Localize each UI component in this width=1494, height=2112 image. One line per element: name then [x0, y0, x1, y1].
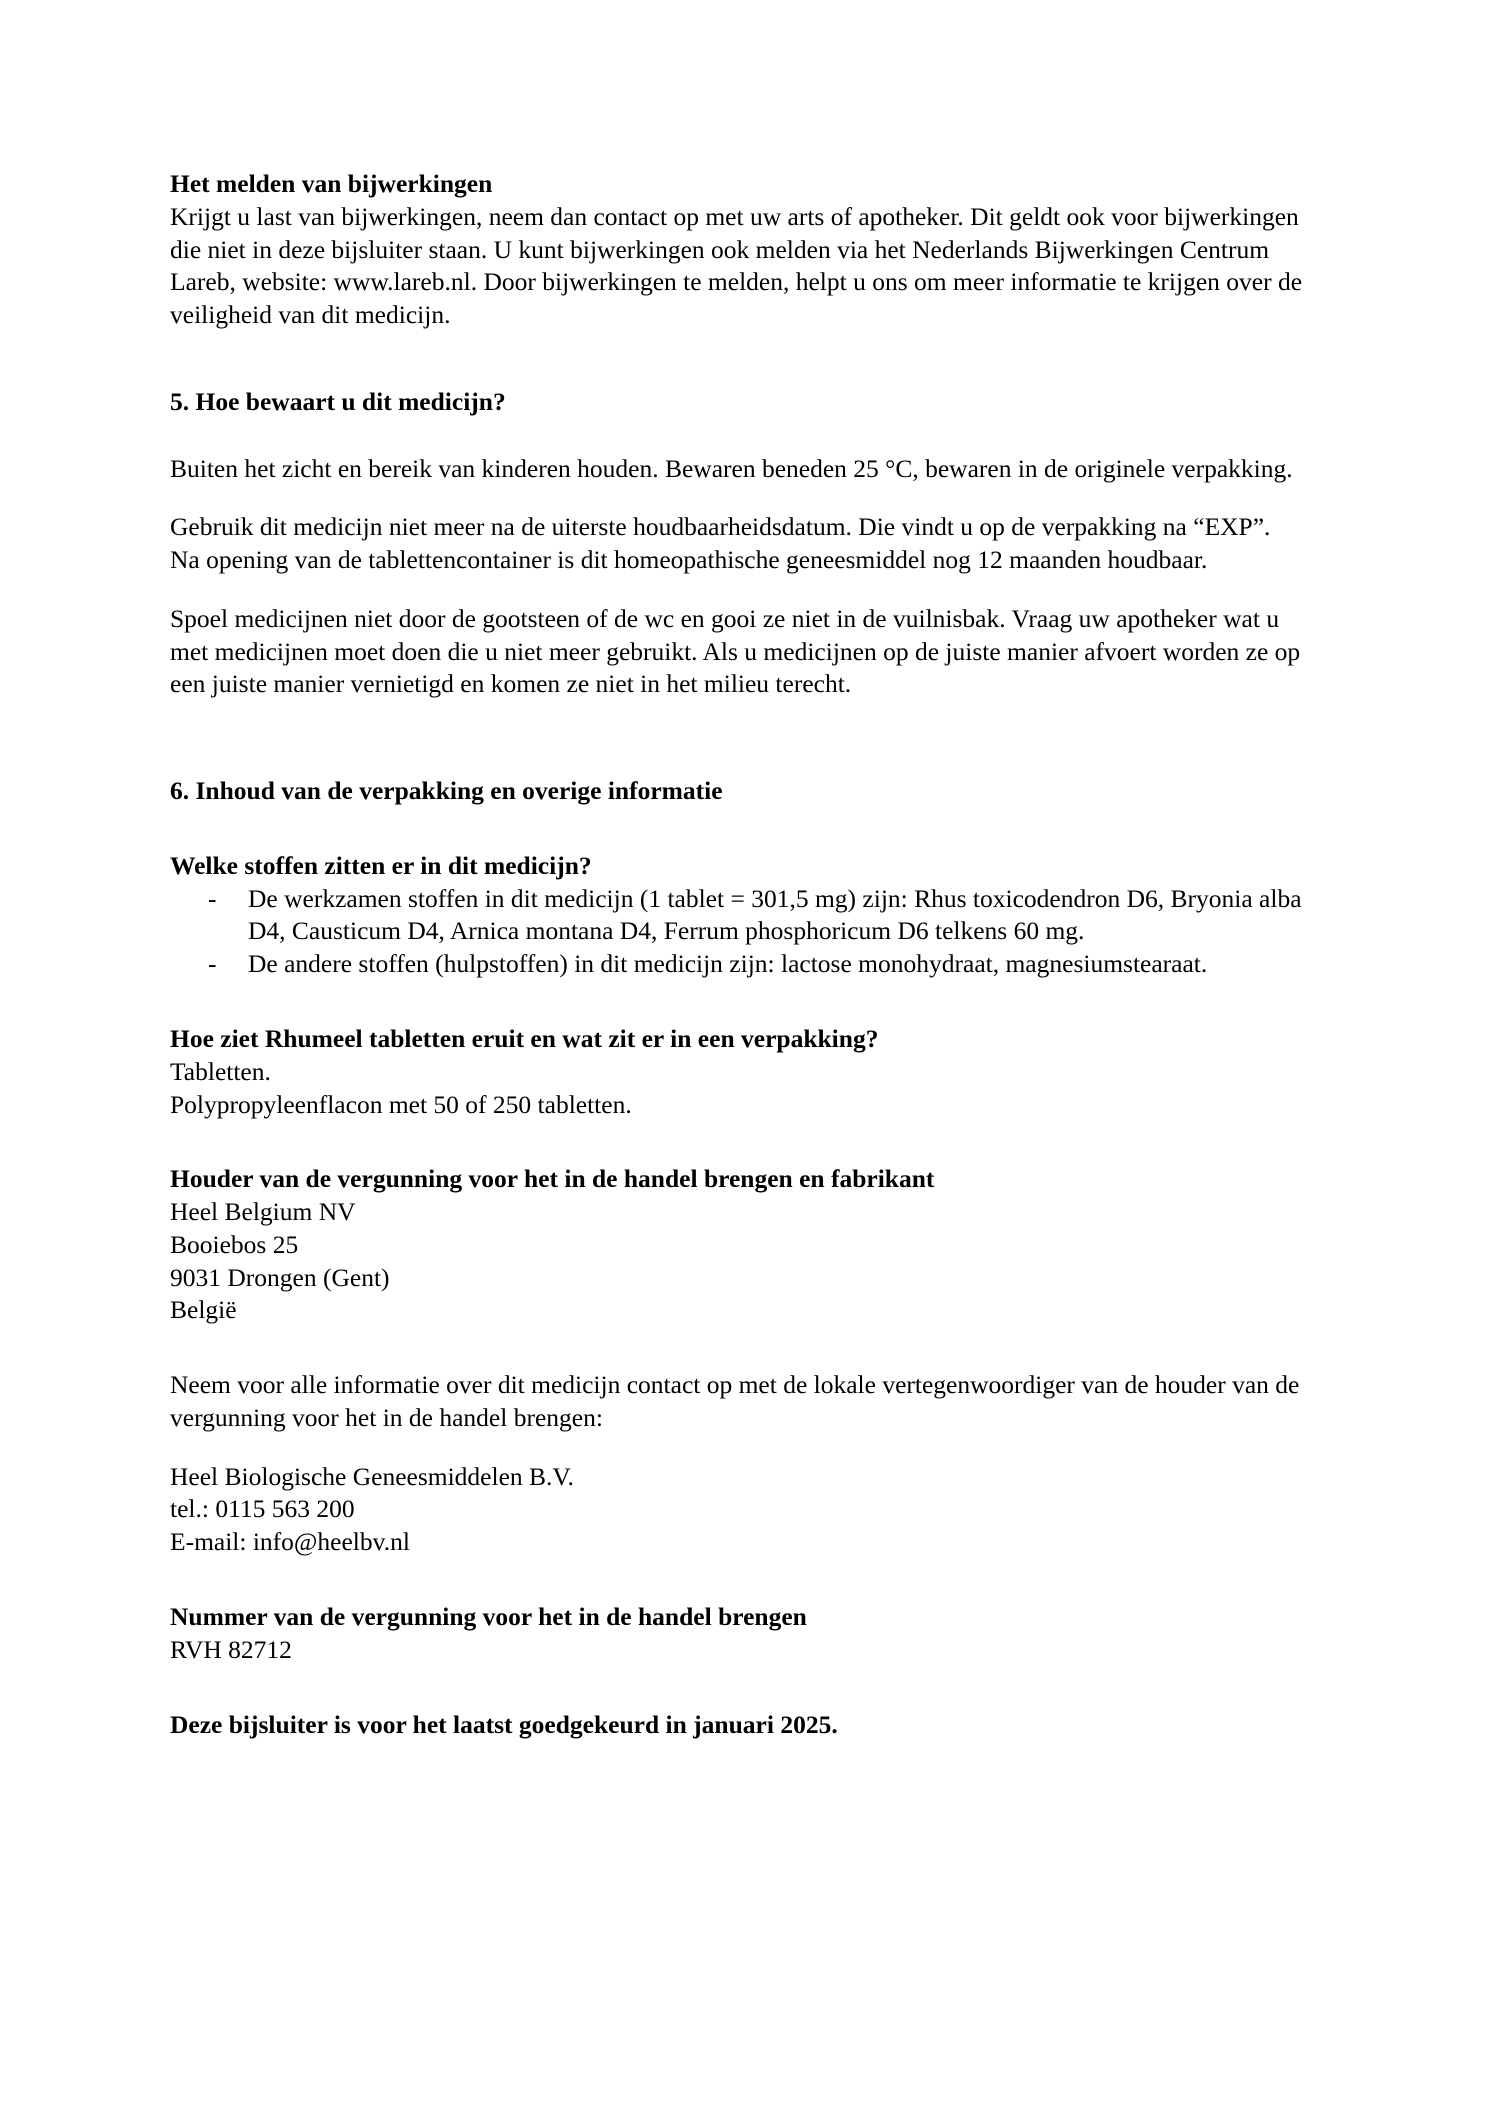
- spacer: [170, 1559, 1315, 1601]
- ingredients-heading: Welke stoffen zitten er in dit medicijn?: [170, 850, 592, 880]
- spacer: [170, 808, 1315, 850]
- section6-heading: 6. Inhoud van de verpakking en overige informatie: [170, 776, 723, 806]
- local-representative-line: tel.: 0115 563 200: [170, 1494, 355, 1524]
- spacer: [170, 485, 1315, 511]
- spacer: [170, 1435, 1315, 1461]
- authorisation-number-heading: Nummer van de vergunning voor het in de handel brengen: [170, 1601, 807, 1631]
- dash-bullet-icon: -: [208, 883, 217, 913]
- authorisation-number-value: RVH 82712: [170, 1634, 292, 1664]
- spacer: [170, 1121, 1315, 1163]
- mah-address-line: 9031 Drongen (Gent): [170, 1262, 390, 1292]
- appearance-heading: Hoe ziet Rhumeel tabletten eruit en wat zit er in een verpakking?: [170, 1024, 879, 1054]
- spacer: [170, 701, 1315, 749]
- spacer: [170, 749, 1315, 775]
- local-representative-line: Heel Biologische Geneesmiddelen B.V.: [170, 1461, 574, 1491]
- mah-address-line: Booiebos 25: [170, 1229, 299, 1259]
- section5-paragraph-2-line-2: Na opening van de tablettencontainer is dit homeopathische geneesmiddel nog 12 maanden houdbaar.: [170, 545, 1208, 575]
- section5-paragraph-2-line-1: Gebruik dit medicijn niet meer na de uiterste houdbaarheidsdatum. Die vindt u op de verpakking na “EXP”.: [170, 512, 1271, 542]
- section5-paragraph-1: Buiten het zicht en bereik van kinderen houden. Bewaren beneden 25 °C, bewaren in de originele verpakking.: [170, 453, 1293, 483]
- spacer: [170, 332, 1315, 386]
- mah-heading: Houder van de vergunning voor het in de handel brengen en fabrikant: [170, 1164, 935, 1194]
- local-representative-intro: Neem voor alle informatie over dit medicijn contact op met de lokale vertegenwoordiger van de houder van de vergunning voor het in de handel brengen:: [170, 1370, 1300, 1432]
- mah-address-line: België: [170, 1295, 237, 1325]
- mah-address-line: Heel Belgium NV: [170, 1197, 356, 1227]
- ingredients-list: [170, 883, 1315, 981]
- spacer: [170, 1667, 1315, 1709]
- spacer: [170, 577, 1315, 603]
- list-item: [170, 948, 1315, 981]
- list-item-text: De werkzamen stoffen in dit medicijn (1 tablet = 301,5 mg) zijn: Rhus toxicodendron D6, Bryonia alba D4, Causticum D4, Arnica montana D4, Ferrum phosphoricum D6 telkens 60 mg.: [248, 883, 1302, 946]
- side-effects-heading: Het melden van bijwerkingen: [170, 169, 493, 198]
- appearance-line-2: Polypropyleenflacon met 50 of 250 tabletten.: [170, 1089, 632, 1119]
- leaflet-body: [170, 168, 1315, 1741]
- list-item-text: De andere stoffen (hulpstoffen) in dit medicijn zijn: lactose monohydraat, magnesiumstearaat.: [248, 949, 1208, 979]
- local-representative-email: E-mail: info@heelbv.nl: [170, 1527, 410, 1557]
- approval-date-line: Deze bijsluiter is voor het laatst goedgekeurd in januari 2025.: [170, 1709, 838, 1739]
- spacer: [170, 419, 1315, 453]
- section5-heading: 5. Hoe bewaart u dit medicijn?: [170, 386, 506, 416]
- spacer: [170, 1327, 1315, 1369]
- side-effects-paragraph: Krijgt u last van bijwerkingen, neem dan contact op met uw arts of apotheker. Dit geldt ook voor bijwerkingen die niet in deze bijsluiter staan. U kunt bijwerkingen ook melden via het Nederlands Bijwerkingen Centrum Lareb, website: www.lareb.nl. Door bijwerkingen te melden, helpt u ons om meer informatie te krijgen over de veiligheid van dit medicijn.: [170, 201, 1303, 330]
- section5-paragraph-3: Spoel medicijnen niet door de gootsteen of de wc en gooi ze niet in de vuilnisbak. Vraag uw apotheker wat u met medicijnen moet doen die u niet meer gebruikt. Als u medicijnen op de juiste manier afvoert worden ze op een juiste manier vernietigd en komen ze niet in het milieu terecht.: [170, 603, 1301, 699]
- dash-bullet-icon: -: [208, 949, 217, 979]
- spacer: [170, 981, 1315, 1023]
- appearance-line-1: Tabletten.: [170, 1056, 271, 1086]
- list-item: [170, 883, 1315, 949]
